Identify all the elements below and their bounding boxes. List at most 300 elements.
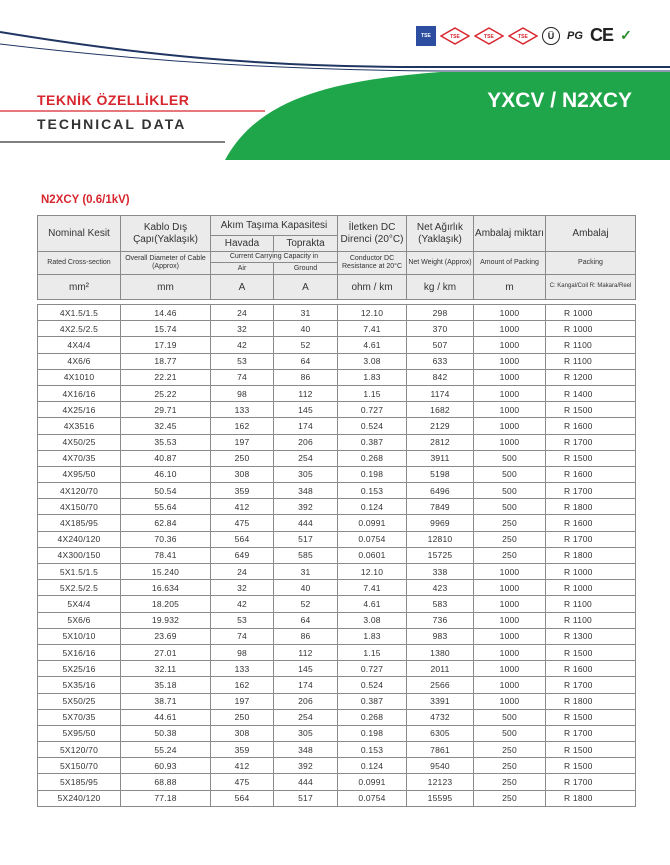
cell-weight: 423 (407, 580, 474, 596)
cell-section: 4X70/35 (38, 450, 121, 466)
table-row (38, 499, 636, 515)
cell-section: 4X25/16 (38, 402, 121, 418)
cell-weight: 12123 (407, 774, 474, 790)
cell-diameter: 19.932 (121, 612, 211, 628)
table-row (38, 628, 636, 644)
cell-diameter: 46.10 (121, 466, 211, 482)
cell-diameter: 55.64 (121, 499, 211, 515)
certification-logos (416, 25, 635, 46)
cell-ground: 64 (274, 612, 338, 628)
cell-weight: 1380 (407, 644, 474, 660)
cell-resistance: 0.268 (338, 709, 407, 725)
cell-resistance: 0.524 (338, 677, 407, 693)
cell-packing: R 1100 (546, 337, 636, 353)
cell-ground: 206 (274, 434, 338, 450)
cell-weight: 9540 (407, 758, 474, 774)
table-row (38, 790, 636, 806)
cell-amount: 1000 (474, 612, 546, 628)
unit-resistance: ohm / km (338, 275, 407, 300)
cell-weight: 3911 (407, 450, 474, 466)
cell-resistance: 0.387 (338, 693, 407, 709)
cell-diameter: 18.205 (121, 596, 211, 612)
cell-amount: 500 (474, 483, 546, 499)
cell-ground: 40 (274, 580, 338, 596)
cell-resistance: 0.0601 (338, 547, 407, 563)
unit-section: mm² (38, 275, 121, 300)
cell-air: 133 (211, 661, 274, 677)
table-row (38, 725, 636, 741)
cell-resistance: 4.61 (338, 337, 407, 353)
table-row (38, 596, 636, 612)
table-row (38, 402, 636, 418)
product-name: YXCV / N2XCY (487, 89, 632, 112)
cell-ground: 392 (274, 499, 338, 515)
cell-diameter: 35.53 (121, 434, 211, 450)
tse-mark-icon (440, 27, 470, 45)
cell-weight: 15595 (407, 790, 474, 806)
table-row (38, 483, 636, 499)
tse-mark-icon (508, 27, 538, 45)
u-mark-icon: Ü (542, 27, 560, 45)
unit-ground: A (274, 275, 338, 300)
cell-air: 24 (211, 564, 274, 580)
cell-weight: 4732 (407, 709, 474, 725)
cell-packing: R 1800 (546, 499, 636, 515)
cell-air: 412 (211, 499, 274, 515)
header-weight-tr: Net Ağırlık (Yaklaşık) (407, 216, 474, 252)
cell-packing: R 1500 (546, 709, 636, 725)
cell-packing: R 1600 (546, 418, 636, 434)
cell-air: 197 (211, 693, 274, 709)
cell-weight: 5198 (407, 466, 474, 482)
table-row (38, 515, 636, 531)
cell-amount: 1000 (474, 564, 546, 580)
table-row (38, 337, 636, 353)
cell-amount: 500 (474, 450, 546, 466)
cell-weight: 7849 (407, 499, 474, 515)
cell-section: 5X50/25 (38, 693, 121, 709)
title-turkish: TEKNİK ÖZELLİKLER (37, 92, 190, 108)
cell-ground: 31 (274, 564, 338, 580)
cell-ground: 392 (274, 758, 338, 774)
cell-amount: 1000 (474, 337, 546, 353)
cell-packing: R 1000 (546, 564, 636, 580)
cell-section: 5X240/120 (38, 790, 121, 806)
cell-air: 42 (211, 596, 274, 612)
header-packing-en: Packing (546, 252, 636, 275)
cell-packing: R 1500 (546, 402, 636, 418)
tse-label: TSE (484, 33, 494, 40)
cell-ground: 254 (274, 450, 338, 466)
cell-weight: 2011 (407, 661, 474, 677)
cell-resistance: 7.41 (338, 321, 407, 337)
cell-section: 4X300/150 (38, 547, 121, 563)
cell-weight: 2566 (407, 677, 474, 693)
header-capacity-en: Current Carrying Capacity in (211, 252, 338, 263)
header-resistance-en: Conductor DC Resistance at 20°C (338, 252, 407, 275)
cell-diameter: 15.74 (121, 321, 211, 337)
cell-air: 649 (211, 547, 274, 563)
cell-diameter: 50.54 (121, 483, 211, 499)
table-row (38, 580, 636, 596)
cell-air: 24 (211, 305, 274, 321)
cell-diameter: 23.69 (121, 628, 211, 644)
cell-packing: R 1600 (546, 466, 636, 482)
header-packing-amount-en: Amount of Packing (474, 252, 546, 275)
cell-section: 5X70/35 (38, 709, 121, 725)
cell-diameter: 32.45 (121, 418, 211, 434)
cell-weight: 2129 (407, 418, 474, 434)
cell-ground: 305 (274, 466, 338, 482)
cell-amount: 1000 (474, 661, 546, 677)
cell-diameter: 60.93 (121, 758, 211, 774)
header-packing-tr: Ambalaj (546, 216, 636, 252)
cell-ground: 86 (274, 369, 338, 385)
cell-diameter: 18.77 (121, 353, 211, 369)
cell-packing: R 1100 (546, 353, 636, 369)
title-english: TECHNICAL DATA (37, 116, 187, 132)
cell-amount: 250 (474, 742, 546, 758)
cell-air: 133 (211, 402, 274, 418)
cell-section: 4X6/6 (38, 353, 121, 369)
cell-amount: 1000 (474, 402, 546, 418)
cell-amount: 1000 (474, 369, 546, 385)
cell-ground: 86 (274, 628, 338, 644)
cell-air: 32 (211, 580, 274, 596)
rohs-mark-icon: ✓ (620, 27, 632, 43)
unit-air: A (211, 275, 274, 300)
cell-amount: 500 (474, 466, 546, 482)
cell-ground: 305 (274, 725, 338, 741)
cell-air: 475 (211, 774, 274, 790)
cell-ground: 254 (274, 709, 338, 725)
cell-resistance: 12.10 (338, 564, 407, 580)
table-row (38, 644, 636, 660)
cell-section: 5X2.5/2.5 (38, 580, 121, 596)
cell-ground: 348 (274, 742, 338, 758)
cell-resistance: 1.15 (338, 385, 407, 401)
cell-resistance: 0.268 (338, 450, 407, 466)
cell-section: 4X3516 (38, 418, 121, 434)
cell-resistance: 0.0991 (338, 774, 407, 790)
cell-packing: R 1800 (546, 547, 636, 563)
cell-section: 5X95/50 (38, 725, 121, 741)
table-row (38, 564, 636, 580)
cell-section: 4X150/70 (38, 499, 121, 515)
cell-section: 5X120/70 (38, 742, 121, 758)
cell-ground: 52 (274, 596, 338, 612)
cell-ground: 145 (274, 402, 338, 418)
cell-diameter: 35.18 (121, 677, 211, 693)
cell-air: 74 (211, 628, 274, 644)
cell-ground: 112 (274, 644, 338, 660)
cell-amount: 250 (474, 774, 546, 790)
table-row (38, 369, 636, 385)
cell-diameter: 62.84 (121, 515, 211, 531)
cell-air: 475 (211, 515, 274, 531)
table-row (38, 547, 636, 563)
cell-amount: 500 (474, 499, 546, 515)
cell-section: 4X120/70 (38, 483, 121, 499)
cell-diameter: 17.19 (121, 337, 211, 353)
cell-diameter: 44.61 (121, 709, 211, 725)
cell-air: 53 (211, 612, 274, 628)
cell-section: 4X185/95 (38, 515, 121, 531)
cell-weight: 6496 (407, 483, 474, 499)
tse-label: TSE (450, 33, 460, 40)
cell-packing: R 1000 (546, 580, 636, 596)
cell-packing: R 1700 (546, 677, 636, 693)
cell-section: 4X95/50 (38, 466, 121, 482)
cell-amount: 250 (474, 515, 546, 531)
cell-air: 250 (211, 709, 274, 725)
cell-amount: 1000 (474, 305, 546, 321)
table-row (38, 612, 636, 628)
cell-amount: 1000 (474, 596, 546, 612)
cell-section: 4X4/4 (38, 337, 121, 353)
table-row (38, 466, 636, 482)
cell-packing: R 1500 (546, 758, 636, 774)
cell-air: 359 (211, 483, 274, 499)
cell-resistance: 3.08 (338, 353, 407, 369)
cell-weight: 298 (407, 305, 474, 321)
cell-amount: 250 (474, 531, 546, 547)
cell-packing: R 1000 (546, 321, 636, 337)
cell-resistance: 7.41 (338, 580, 407, 596)
cell-weight: 1682 (407, 402, 474, 418)
cell-section: 4X1010 (38, 369, 121, 385)
cell-section: 4X16/16 (38, 385, 121, 401)
table-row (38, 353, 636, 369)
cell-amount: 250 (474, 547, 546, 563)
cell-diameter: 70.36 (121, 531, 211, 547)
cell-diameter: 77.18 (121, 790, 211, 806)
ce-mark-icon: CE (589, 25, 613, 45)
cell-diameter: 22.21 (121, 369, 211, 385)
cell-ground: 31 (274, 305, 338, 321)
table-row (38, 774, 636, 790)
cell-amount: 250 (474, 758, 546, 774)
cell-resistance: 0.153 (338, 483, 407, 499)
cell-resistance: 1.83 (338, 369, 407, 385)
cell-diameter: 25.22 (121, 385, 211, 401)
cell-weight: 2812 (407, 434, 474, 450)
tse-label: TSE (518, 33, 528, 40)
cell-packing: R 1700 (546, 725, 636, 741)
cell-packing: R 1500 (546, 644, 636, 660)
cell-packing: R 1600 (546, 515, 636, 531)
cell-amount: 500 (474, 709, 546, 725)
cell-air: 98 (211, 644, 274, 660)
cell-air: 98 (211, 385, 274, 401)
cell-diameter: 32.11 (121, 661, 211, 677)
cell-ground: 64 (274, 353, 338, 369)
quality-mark-icon: TSE (416, 26, 436, 46)
cell-air: 42 (211, 337, 274, 353)
cell-diameter: 40.87 (121, 450, 211, 466)
cell-packing: R 1800 (546, 693, 636, 709)
cell-weight: 983 (407, 628, 474, 644)
cell-packing: R 1500 (546, 742, 636, 758)
cell-weight: 9969 (407, 515, 474, 531)
cell-resistance: 4.61 (338, 596, 407, 612)
cell-amount: 1000 (474, 353, 546, 369)
header-diameter-tr: Kablo Dış Çapı(Yaklaşık) (121, 216, 211, 252)
cell-amount: 1000 (474, 385, 546, 401)
cell-diameter: 38.71 (121, 693, 211, 709)
cell-amount: 1000 (474, 434, 546, 450)
header-packing-amount-tr: Ambalaj miktarı (474, 216, 546, 252)
cell-section: 5X25/16 (38, 661, 121, 677)
cell-ground: 52 (274, 337, 338, 353)
cell-amount: 1000 (474, 321, 546, 337)
tse-mark-icon (474, 27, 504, 45)
cell-section: 5X6/6 (38, 612, 121, 628)
cell-weight: 12810 (407, 531, 474, 547)
cell-ground: 348 (274, 483, 338, 499)
cell-resistance: 0.387 (338, 434, 407, 450)
cell-diameter: 16.634 (121, 580, 211, 596)
cell-air: 308 (211, 725, 274, 741)
cell-section: 4X50/25 (38, 434, 121, 450)
cell-ground: 206 (274, 693, 338, 709)
table-row (38, 531, 636, 547)
unit-amount: m (474, 275, 546, 300)
cell-weight: 1174 (407, 385, 474, 401)
cell-section: 5X1.5/1.5 (38, 564, 121, 580)
cell-weight: 15725 (407, 547, 474, 563)
table-row (38, 742, 636, 758)
cell-ground: 517 (274, 531, 338, 547)
cell-diameter: 50.38 (121, 725, 211, 741)
cell-resistance: 0.727 (338, 402, 407, 418)
cell-section: 4X1.5/1.5 (38, 305, 121, 321)
cell-section: 4X2.5/2.5 (38, 321, 121, 337)
cell-ground: 585 (274, 547, 338, 563)
cell-amount: 500 (474, 725, 546, 741)
cell-ground: 40 (274, 321, 338, 337)
cell-section: 5X185/95 (38, 774, 121, 790)
cell-amount: 1000 (474, 644, 546, 660)
table-row (38, 677, 636, 693)
unit-packing: C: Kangal/Coil R: Makara/Reel (546, 275, 636, 300)
header-weight-en: Net Weight (Approx) (407, 252, 474, 275)
cell-weight: 583 (407, 596, 474, 612)
cell-resistance: 0.727 (338, 661, 407, 677)
cell-resistance: 0.0991 (338, 515, 407, 531)
cell-resistance: 0.124 (338, 758, 407, 774)
cell-resistance: 0.0754 (338, 531, 407, 547)
cell-air: 197 (211, 434, 274, 450)
unit-diameter: mm (121, 275, 211, 300)
table-row (38, 661, 636, 677)
page-header (0, 0, 670, 160)
table-body (38, 305, 636, 807)
cell-weight: 507 (407, 337, 474, 353)
header-diameter-en: Overall Diameter of Cable (Approx) (121, 252, 211, 275)
cell-diameter: 14.46 (121, 305, 211, 321)
cell-packing: R 1100 (546, 612, 636, 628)
cell-resistance: 0.153 (338, 742, 407, 758)
table-row (38, 305, 636, 321)
header-resistance-tr: İletken DC Direnci (20°C) (338, 216, 407, 252)
cell-ground: 174 (274, 418, 338, 434)
cell-amount: 1000 (474, 677, 546, 693)
cell-packing: R 1600 (546, 661, 636, 677)
cell-section: 4X240/120 (38, 531, 121, 547)
table-row (38, 758, 636, 774)
cell-weight: 736 (407, 612, 474, 628)
cell-air: 32 (211, 321, 274, 337)
cell-packing: R 1000 (546, 305, 636, 321)
table-row (38, 450, 636, 466)
cell-resistance: 3.08 (338, 612, 407, 628)
table-row (38, 321, 636, 337)
header-air-tr: Havada (211, 236, 274, 252)
cell-resistance: 1.15 (338, 644, 407, 660)
pg-mark-icon: PG (567, 29, 583, 42)
cell-packing: R 1400 (546, 385, 636, 401)
cell-air: 53 (211, 353, 274, 369)
cell-diameter: 15.240 (121, 564, 211, 580)
cell-weight: 370 (407, 321, 474, 337)
cell-ground: 112 (274, 385, 338, 401)
cell-resistance: 12.10 (338, 305, 407, 321)
table-row (38, 418, 636, 434)
table-row (38, 434, 636, 450)
header-ground-tr: Toprakta (274, 236, 338, 252)
cell-ground: 174 (274, 677, 338, 693)
cell-packing: R 1200 (546, 369, 636, 385)
cell-diameter: 27.01 (121, 644, 211, 660)
section-subtitle: N2XCY (0.6/1kV) (41, 194, 130, 206)
cell-section: 5X10/10 (38, 628, 121, 644)
cell-amount: 250 (474, 790, 546, 806)
cell-resistance: 1.83 (338, 628, 407, 644)
cell-air: 359 (211, 742, 274, 758)
cell-resistance: 0.0754 (338, 790, 407, 806)
cell-weight: 3391 (407, 693, 474, 709)
header-ground-en: Ground (274, 263, 338, 275)
cell-diameter: 78.41 (121, 547, 211, 563)
cell-ground: 517 (274, 790, 338, 806)
cell-weight: 338 (407, 564, 474, 580)
cell-air: 564 (211, 790, 274, 806)
header-background (0, 0, 670, 160)
technical-data-table (37, 215, 636, 807)
table-row (38, 385, 636, 401)
cell-packing: R 1700 (546, 531, 636, 547)
cell-packing: R 1700 (546, 774, 636, 790)
cell-diameter: 55.24 (121, 742, 211, 758)
cell-air: 162 (211, 677, 274, 693)
cell-ground: 444 (274, 515, 338, 531)
cell-packing: R 1700 (546, 434, 636, 450)
cell-amount: 1000 (474, 628, 546, 644)
header-air-en: Air (211, 263, 274, 275)
cell-resistance: 0.198 (338, 466, 407, 482)
cell-air: 564 (211, 531, 274, 547)
cell-diameter: 68.88 (121, 774, 211, 790)
cell-weight: 6305 (407, 725, 474, 741)
header-nominal-en: Rated Cross-section (38, 252, 121, 275)
cell-ground: 145 (274, 661, 338, 677)
cell-packing: R 1700 (546, 483, 636, 499)
cell-air: 308 (211, 466, 274, 482)
cell-amount: 1000 (474, 418, 546, 434)
cell-ground: 444 (274, 774, 338, 790)
cell-section: 5X35/16 (38, 677, 121, 693)
